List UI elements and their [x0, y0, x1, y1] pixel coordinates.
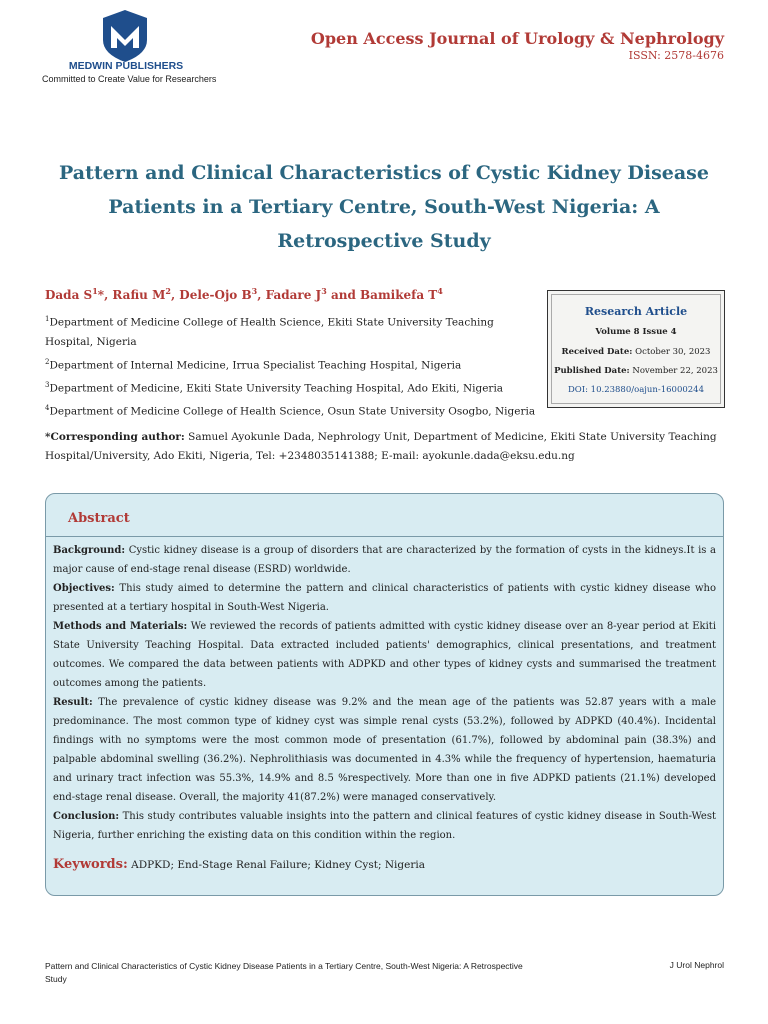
section-text: We reviewed the records of patients admitted with cystic kidney disease over an 8-year period at Ekiti State University Teaching Hospital. Data extracted included patients' demographics, clinical presentations, and treatment outcomes. We compared the data between patients with ADPKD and other types of kidney cysts and summarised the treatment outcomes among the patients. [53, 621, 717, 689]
abstract-section-objectives [53, 579, 716, 617]
corresponding-label: *Corresponding author: [45, 431, 185, 443]
section-text: This study aimed to determine the pattern and clinical characteristics of patients with cystic kidney disease who presented at a tertiary hospital in South-West Nigeria. [53, 583, 716, 613]
section-label: Conclusion: [53, 811, 120, 822]
affiliation-text: Department of Medicine, Ekiti State University Teaching Hospital, Ado Ekiti, Nigeria [49, 382, 504, 394]
author-name: Bamikefa T [360, 288, 438, 302]
affiliation-text: Department of Medicine College of Health Science, Osun State University Osogbo, Nigeria [49, 405, 536, 417]
author-name: Dada S [45, 288, 93, 302]
affiliation-item [45, 353, 545, 376]
doi-link[interactable]: DOI: 10.23880/oajun-16000244 [567, 385, 705, 395]
section-text: The prevalence of cystic kidney disease was 9.2% and the mean age of the patients was 52.87 years with a male predominance. The most common type of kidney cyst was simple renal cysts (53.2%), followed by ADPKD (40.4%). Incidental findings with no symptoms were the most common mode of presentation (61.7%), followed by abdominal pain (38.3%) and palpable abdominal swelling (36.2%). Nephrolithiasis was documented in 4.3% while the frequency of hypertension, haematuria and urinary tract infection was 55.3%, 14.9% and 8.5 %respectively. More than one in five ADPKD patients (21.1%) developed end-stage renal disease. Overall, the majority 41(87.2%) were managed conservatively. [53, 697, 716, 803]
author-list: Dada $S^1*$, Rafiu $M^2$, Dele-Ojo $B^3$, Fadare $J^3$ and Bamikefa $T^4$ [45, 286, 443, 302]
affiliation-text: Department of Medicine College of Health Science, Ekiti State University Teaching Hospital, Nigeria [45, 316, 494, 348]
abstract-section-background [53, 541, 716, 579]
article-info-box [547, 290, 725, 408]
footer-running-title: Pattern and Clinical Characteristics of Cystic Kidney Disease Patients in a Tertiary Centre, South-West Nigeria: A Retrospective Study [45, 961, 523, 984]
author-affil-sup: 3 [321, 286, 327, 296]
section-label: Methods and Materials: [53, 621, 188, 632]
author-name: Fadare J [265, 288, 322, 302]
medwin-logo-icon [99, 8, 151, 64]
affiliations [45, 310, 545, 422]
published-value: November 22, 2023 [632, 366, 718, 376]
section-label: Background: [53, 545, 126, 556]
author-affil-sup: 3 [251, 286, 258, 296]
received-value: October 30, 2023 [635, 347, 711, 357]
author-affil-sup: 1 [92, 286, 98, 296]
article-type: Research Article [584, 305, 688, 318]
corresponding-author [45, 428, 723, 466]
affiliation-item [45, 310, 545, 353]
corresponding-text: Samuel Ayokunle Dada, Nephrology Unit, Department of Medicine, Ekiti State University Teaching Hospital/University, Ado Ekiti, Nigeria, Tel: +2348035141388; E-mail: ayokunle.dada@eksu.edu.ng [45, 431, 717, 462]
abstract-heading: Abstract [68, 511, 130, 526]
abstract-section-result [53, 693, 716, 807]
section-label: Result: [53, 697, 93, 708]
received-date [548, 347, 724, 357]
affiliation-text: Department of Internal Medicine, Irrua Specialist Teaching Hospital, Nigeria [49, 359, 462, 371]
abstract-section-methods [53, 617, 716, 693]
abstract-box [45, 493, 724, 896]
received-label: Received Date: [561, 347, 633, 357]
author-affil-sup: 2 [165, 286, 171, 296]
section-label: Objectives: [53, 583, 115, 594]
keywords-label: Keywords: [53, 857, 128, 872]
paper-title: Pattern and Clinical Characteristics of Cystic Kidney Disease Patients in a Tertiary Centre, South-West Nigeria: A Retrospective Study [59, 162, 709, 252]
affiliation-sup: 4 [45, 403, 50, 412]
affiliation-sup: 2 [45, 357, 50, 366]
published-date [548, 366, 724, 376]
keywords-text: ADPKD; End-Stage Renal Failure; Kidney Cyst; Nigeria [131, 859, 425, 871]
volume-issue: Volume 8 Issue 4 [595, 327, 677, 337]
affiliation-item [45, 376, 545, 399]
affiliation-sup: 3 [45, 380, 50, 389]
section-text: This study contributes valuable insights into the pattern and clinical features of cystic kidney disease in South-West Nigeria, further enriching the existing data on this condition within the region. [53, 811, 716, 841]
keywords [53, 857, 425, 872]
corresponding-mark: * [97, 288, 105, 302]
issn: ISSN: 2578-4676 [628, 49, 724, 62]
affiliation-sup: 1 [45, 315, 50, 323]
published-label: Published Date: [554, 366, 630, 376]
affiliation-item [45, 399, 545, 422]
author-affil-sup: 4 [437, 286, 443, 296]
journal-name: Open Access Journal of Urology & Nephrology [310, 29, 724, 48]
abstract-section-conclusion [53, 807, 716, 845]
abstract-body [53, 541, 716, 845]
author-name: Dele-Ojo B [179, 288, 252, 302]
footer-journal-abbrev: J Urol Nephrol [669, 960, 724, 970]
publisher-name: MEDWIN PUBLISHERS [68, 60, 184, 72]
section-text: Cystic kidney disease is a group of disorders that are characterized by the formation of cysts in the kidneys.It is a major cause of end-stage renal disease (ESRD) worldwide. [53, 545, 716, 575]
author-name: Rafiu M [112, 288, 166, 302]
publisher-tagline: Committed to Create Value for Researchers [42, 74, 217, 84]
abstract-divider [46, 536, 723, 537]
